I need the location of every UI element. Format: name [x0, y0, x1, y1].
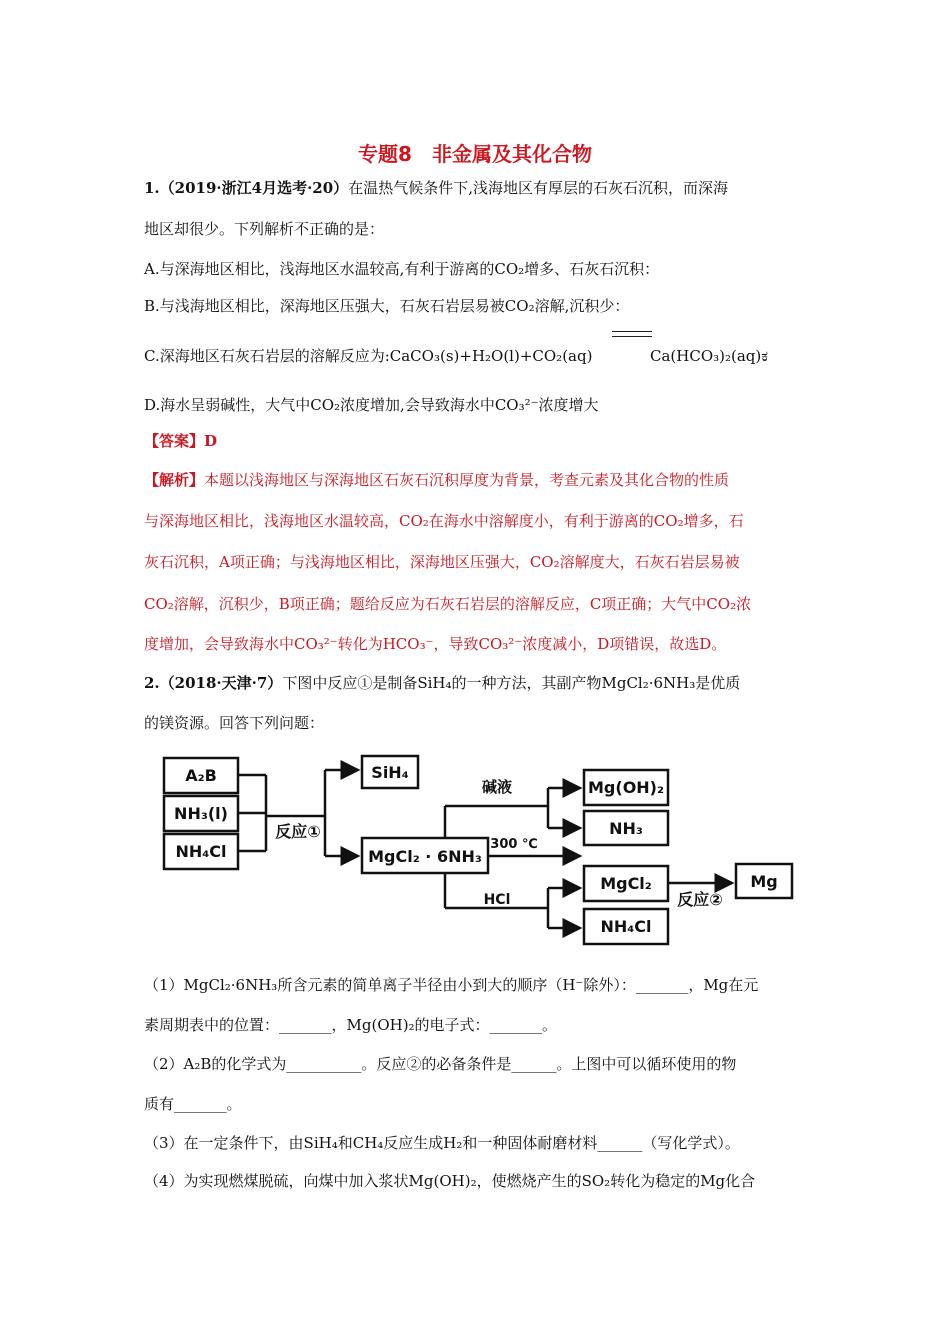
page-title: 专题8 非金属及其化合物 — [358, 142, 592, 166]
label-mg: Mg — [750, 872, 778, 891]
analysis-label: 【解析】 — [144, 471, 205, 489]
q1-option-a: A.与深海地区相比，浅海地区水温较高,有利于游离的CO₂增多、石灰石沉积： — [144, 260, 660, 278]
answer-label: 【答案】 — [144, 432, 205, 450]
label-sih4: SiH₄ — [371, 763, 409, 782]
label-mgcl2: MgCl₂ — [600, 874, 652, 893]
q1-option-d: D.海水呈弱碱性，大气中CO₂浓度增加,会导致海水中CO₃²⁻浓度增大 — [144, 396, 599, 414]
label-nh4cl-out: NH₄Cl — [600, 917, 652, 936]
q1-source: （2019·浙江4月选考·20） — [159, 179, 349, 197]
label-alkali: 碱液 — [481, 778, 513, 796]
reaction-flow-diagram — [160, 748, 800, 948]
label-hcl: HCl — [483, 892, 511, 908]
q1-analysis-line5: 度增加，会导致海水中CO₃²⁻转化为HCO₃⁻，导致CO₃²⁻浓度减小，D项错误，故选D。 — [144, 635, 727, 653]
q2-stem-line2: 的镁资源。回答下列问题： — [144, 714, 325, 732]
q2-stem-line1 — [144, 673, 740, 693]
label-nh4cl-in: NH₄Cl — [175, 842, 227, 861]
q1-stem-line1 — [144, 178, 728, 198]
label-mgcl2-6nh3: MgCl₂ · 6NH₃ — [368, 847, 482, 866]
q1-stem-line2: 地区却很少。下列解析不正确的是： — [144, 220, 385, 238]
q1-answer — [144, 431, 217, 451]
label-temp: 300 ℃ — [490, 837, 538, 852]
q1-option-c-tail: ಕ — [761, 347, 769, 365]
q2-sub3: （3）在一定条件下，由SiH₄和CH₄反应生成H₂和一种固体耐磨材料______（写化学式）。 — [144, 1134, 740, 1152]
label-a2b: A₂B — [185, 766, 217, 785]
q1-analysis-line4: CO₂溶解，沉积少，B项正确；题给反应为石灰石岩层的溶解反应，C项正确；大气中CO₂浓 — [144, 595, 752, 613]
q1-analysis-line2: 与深海地区相比，浅海地区水温较高，CO₂在海水中溶解度小，有利于游离的CO₂增多，石 — [144, 512, 744, 530]
label-reaction2: 反应② — [677, 890, 723, 909]
q1-option-c-left: C.深海地区石灰石岩层的溶解反应为:CaCO₃(s)+H₂O(l)+CO₂(aq) — [144, 347, 593, 365]
q2-sub4: （4）为实现燃煤脱硫，向煤中加入浆状Mg(OH)₂，使燃烧产生的SO₂转化为稳定的Mg化合 — [144, 1172, 756, 1190]
q2-sub1-line2: 素周期表中的位置：_______，Mg(OH)₂的电子式：_______。 — [144, 1016, 558, 1034]
label-nh3l: NH₃(l) — [174, 804, 228, 823]
q1-number: 1. — [144, 179, 160, 197]
equilibrium-arrow — [612, 331, 652, 337]
q1-analysis-line1 — [144, 470, 729, 490]
q2-source: （2018·天津·7） — [159, 674, 283, 692]
q2-sub2-line2: 质有_______。 — [144, 1095, 242, 1113]
q1-analysis-line3: 灰石沉积，A项正确；与浅海地区相比，深海地区压强大，CO₂溶解度大，石灰石岩层易被 — [144, 553, 740, 571]
label-mgoh2: Mg(OH)₂ — [588, 778, 664, 797]
answer-value: D — [204, 432, 218, 450]
q2-sub2-line1: （2）A₂B的化学式为__________。反应②的必备条件是______。上图中可以循环使用的物 — [144, 1055, 737, 1073]
label-nh3: NH₃ — [609, 819, 643, 838]
q1-option-c-right — [650, 346, 768, 366]
q2-sub1-line1: （1）MgCl₂·6NH₃所含元素的简单离子半径由小到大的顺序（H⁻除外）：_______，Mg在元 — [144, 976, 759, 994]
q1-option-c-product: Ca(HCO₃)₂(aq) — [650, 347, 762, 365]
analysis-text-1: 本题以浅海地区与深海地区石灰石沉积厚度为背景，考查元素及其化合物的性质 — [204, 471, 730, 489]
q1-stem-1: 在温热气候条件下,浅海地区有厚层的石灰石沉积，而深海 — [348, 179, 728, 197]
q2-stem-1: 下图中反应①是制备SiH₄的一种方法，其副产物MgCl₂·6NH₃是优质 — [282, 674, 741, 692]
q1-option-b: B.与浅海地区相比，深海地区压强大，石灰石岩层易被CO₂溶解,沉积少： — [144, 297, 630, 315]
q2-number: 2. — [144, 674, 160, 692]
label-reaction1: 反应① — [275, 822, 321, 841]
